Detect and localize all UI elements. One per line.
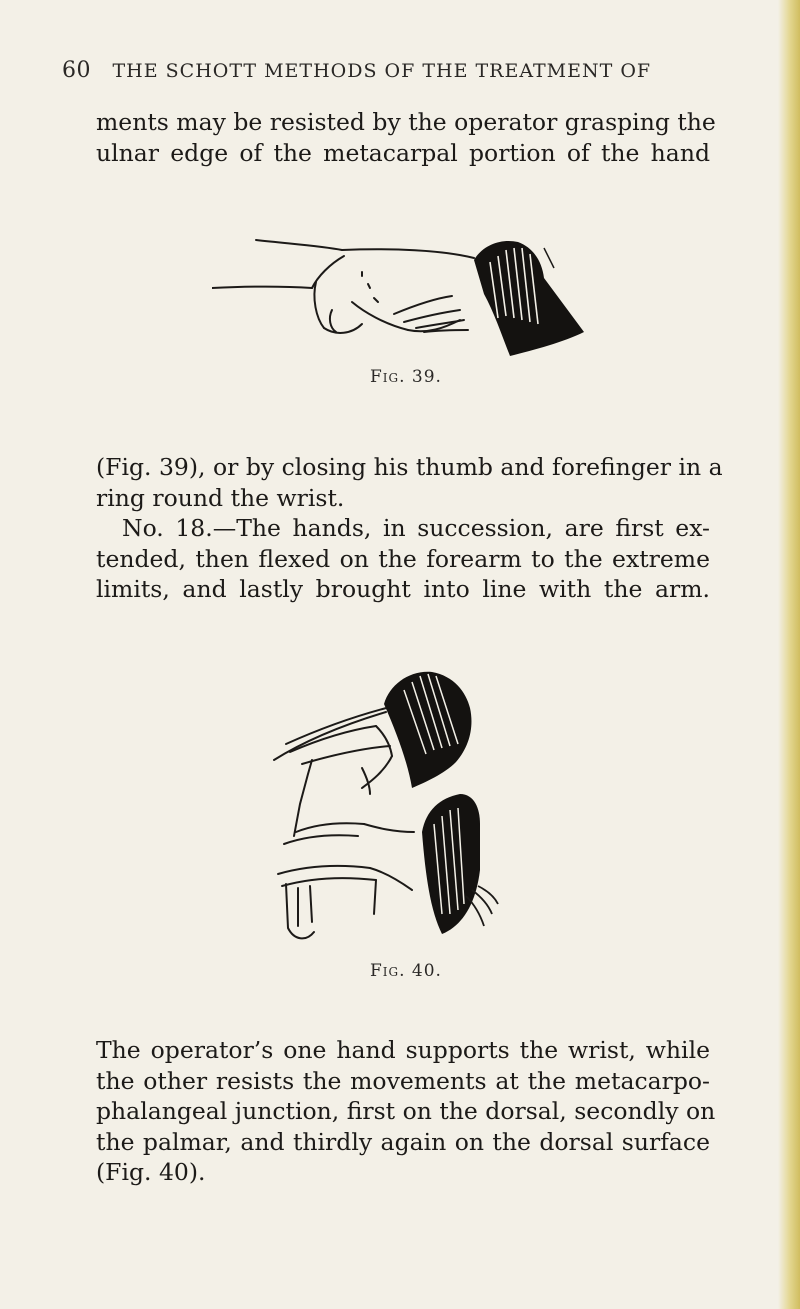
text-line: phalangeal junction, first on the dorsal, secondly on xyxy=(96,1097,716,1126)
text-line: The operator’s one hand supports the wrist, while xyxy=(96,1036,710,1064)
text-line: ments may be resisted by the operator grasping the xyxy=(96,108,716,136)
text-line: the palmar, and thirdly again on the dorsal surface xyxy=(96,1127,710,1156)
text-line: limits, and lastly brought into line with the arm. xyxy=(96,575,710,604)
hand-flexion-illustration xyxy=(266,664,536,954)
text-line: the other resists the movements at the metacarpo- xyxy=(96,1066,710,1095)
figure-39-illustration xyxy=(212,232,592,362)
paragraph-4 xyxy=(96,1035,716,1188)
figure-40-illustration xyxy=(266,664,536,954)
hand-grasp-illustration xyxy=(212,232,592,362)
paragraph-3 xyxy=(96,513,710,605)
paragraph-1 xyxy=(96,107,716,168)
running-title: THE SCHOTT METHODS OF THE TREATMENT OF xyxy=(112,60,652,82)
text-line: ring round the wrist. xyxy=(96,483,345,512)
figure-40-caption: Fig. 40. xyxy=(370,961,442,981)
page-edge-discoloration xyxy=(778,0,800,1309)
text-line: tended, then flexed on the forearm to the extreme xyxy=(96,544,710,573)
page-number: 60 xyxy=(62,58,91,83)
text-line: No. 18.—The hands, in succession, are first ex- xyxy=(122,514,710,542)
figure-39-caption: Fig. 39. xyxy=(370,367,442,387)
paragraph-2 xyxy=(96,452,723,513)
text-line: (Fig. 40). xyxy=(96,1158,206,1187)
text-line: (Fig. 39), or by closing his thumb and forefinger in a xyxy=(96,453,723,481)
text-line: ulnar edge of the metacarpal portion of the hand xyxy=(96,138,710,167)
running-head xyxy=(62,58,651,83)
